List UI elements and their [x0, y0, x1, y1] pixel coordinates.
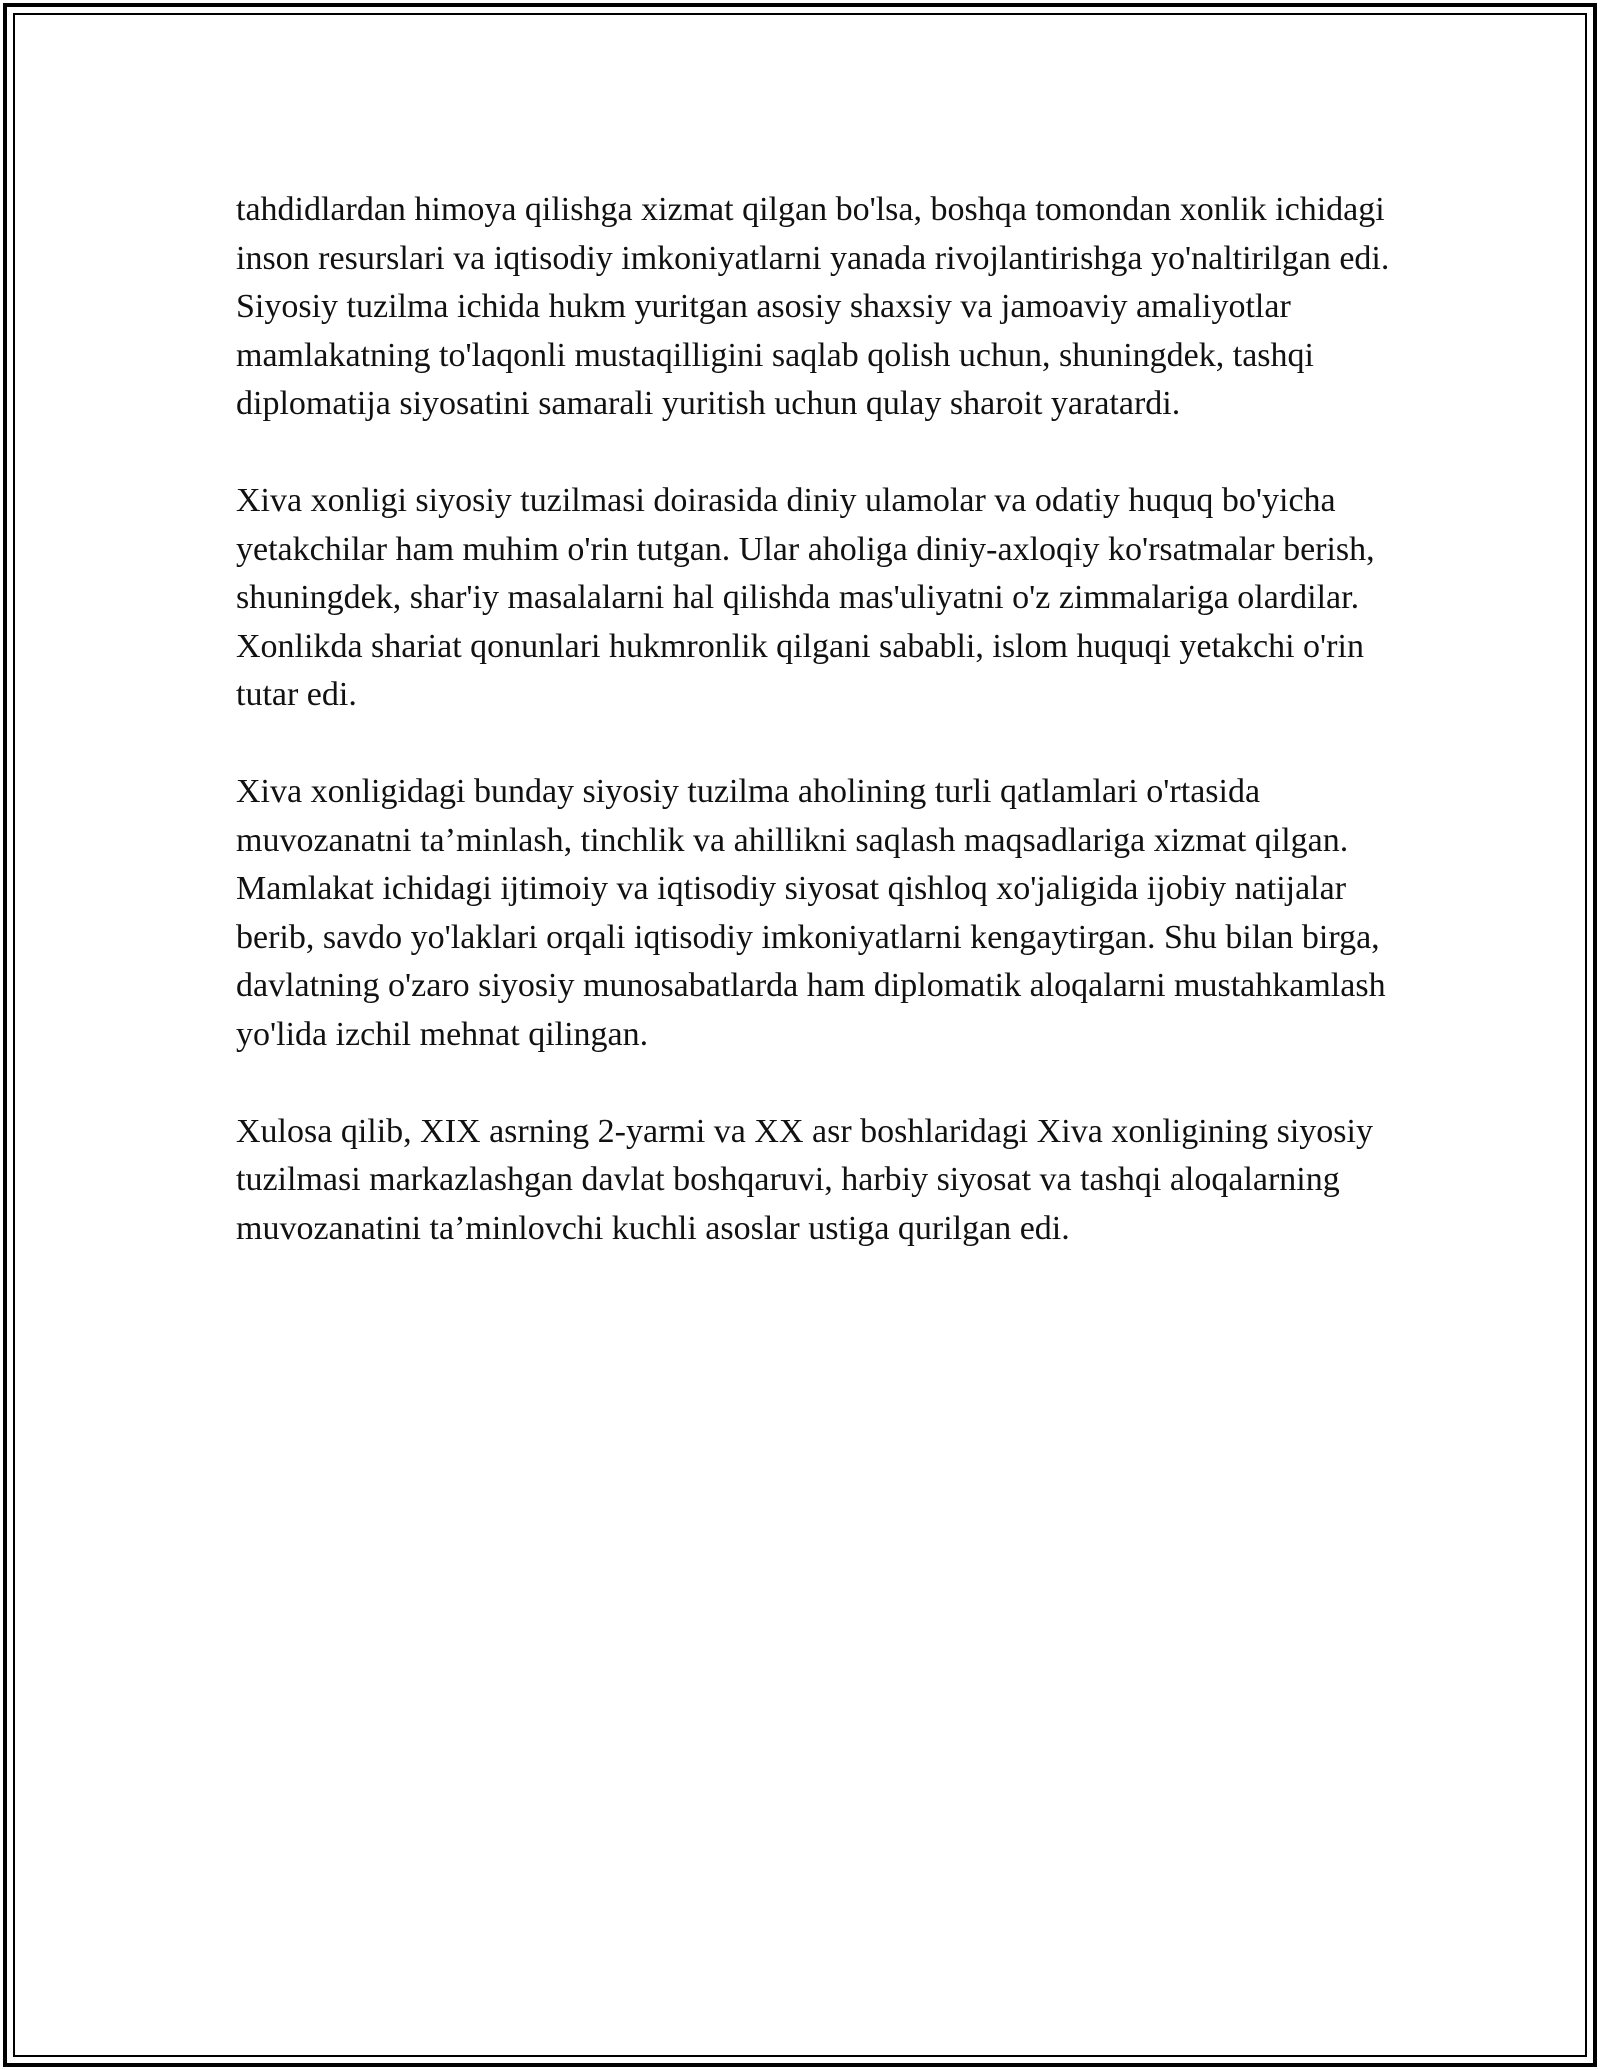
paragraph-2: Xiva xonligi siyosiy tuzilmasi doirasida diniy ulamolar va odatiy huquq bo'yicha yetakchilar ham muhim o'rin tutgan. Ular aholiga diniy-axloqiy ko'rsatmalar berish, shuningdek, shar'iy masalalarni hal qilishda mas'uliyatni o'z zimmalariga olardilar. Xonlikda shariat qonunlari hukmronlik qilgani sababli, islom huquqi yetakchi o'rin tutar edi.: [236, 482, 1375, 713]
paragraph-3: Xiva xonligidagi bunday siyosiy tuzilma aholining turli qatlamlari o'rtasida muvozanatni ta’minlash, tinchlik va ahillikni saqlash maqsadlariga xizmat qilgan. Mamlakat ichidagi ijtimoiy va iqtisodiy siyosat qishloq xo'jaligida ijobiy natijalar berib, savdo yo'laklari orqali iqtisodiy imkoniyatlarni kengaytirgan. Shu bilan birga, davlatning o'zaro siyosiy munosabatlarda ham diplomatik aloqalarni mustahkamlash yo'lida izchil mehnat qilingan.: [236, 773, 1386, 1053]
paragraph-1: tahdidlardan himoya qilishga xizmat qilgan bo'lsa, boshqa tomondan xonlik ichidagi inson resurslari va iqtisodiy imkoniyatlarni yanada rivojlantirishga yo'naltirilgan edi. Siyosiy tuzilma ichida hukm yuritgan asosiy shaxsiy va jamoaviy amaliyotlar mamlakatning to'laqonli mustaqilligini saqlab qolish uchun, shuningdek, tashqi diplomatija siyosatini samarali yuritish uchun qulay sharoit yaratardi.: [236, 191, 1390, 422]
paragraph-4: Xulosa qilib, XIX asrning 2-yarmi va XX asr boshlaridagi Xiva xonligining siyosiy tuzilmasi markazlashgan davlat boshqaruvi, harbiy siyosat va tashqi aloqalarning muvozanatini ta’minlovchi kuchli asoslar ustiga qurilgan edi.: [236, 1112, 1373, 1247]
document-body: [236, 186, 1396, 1302]
